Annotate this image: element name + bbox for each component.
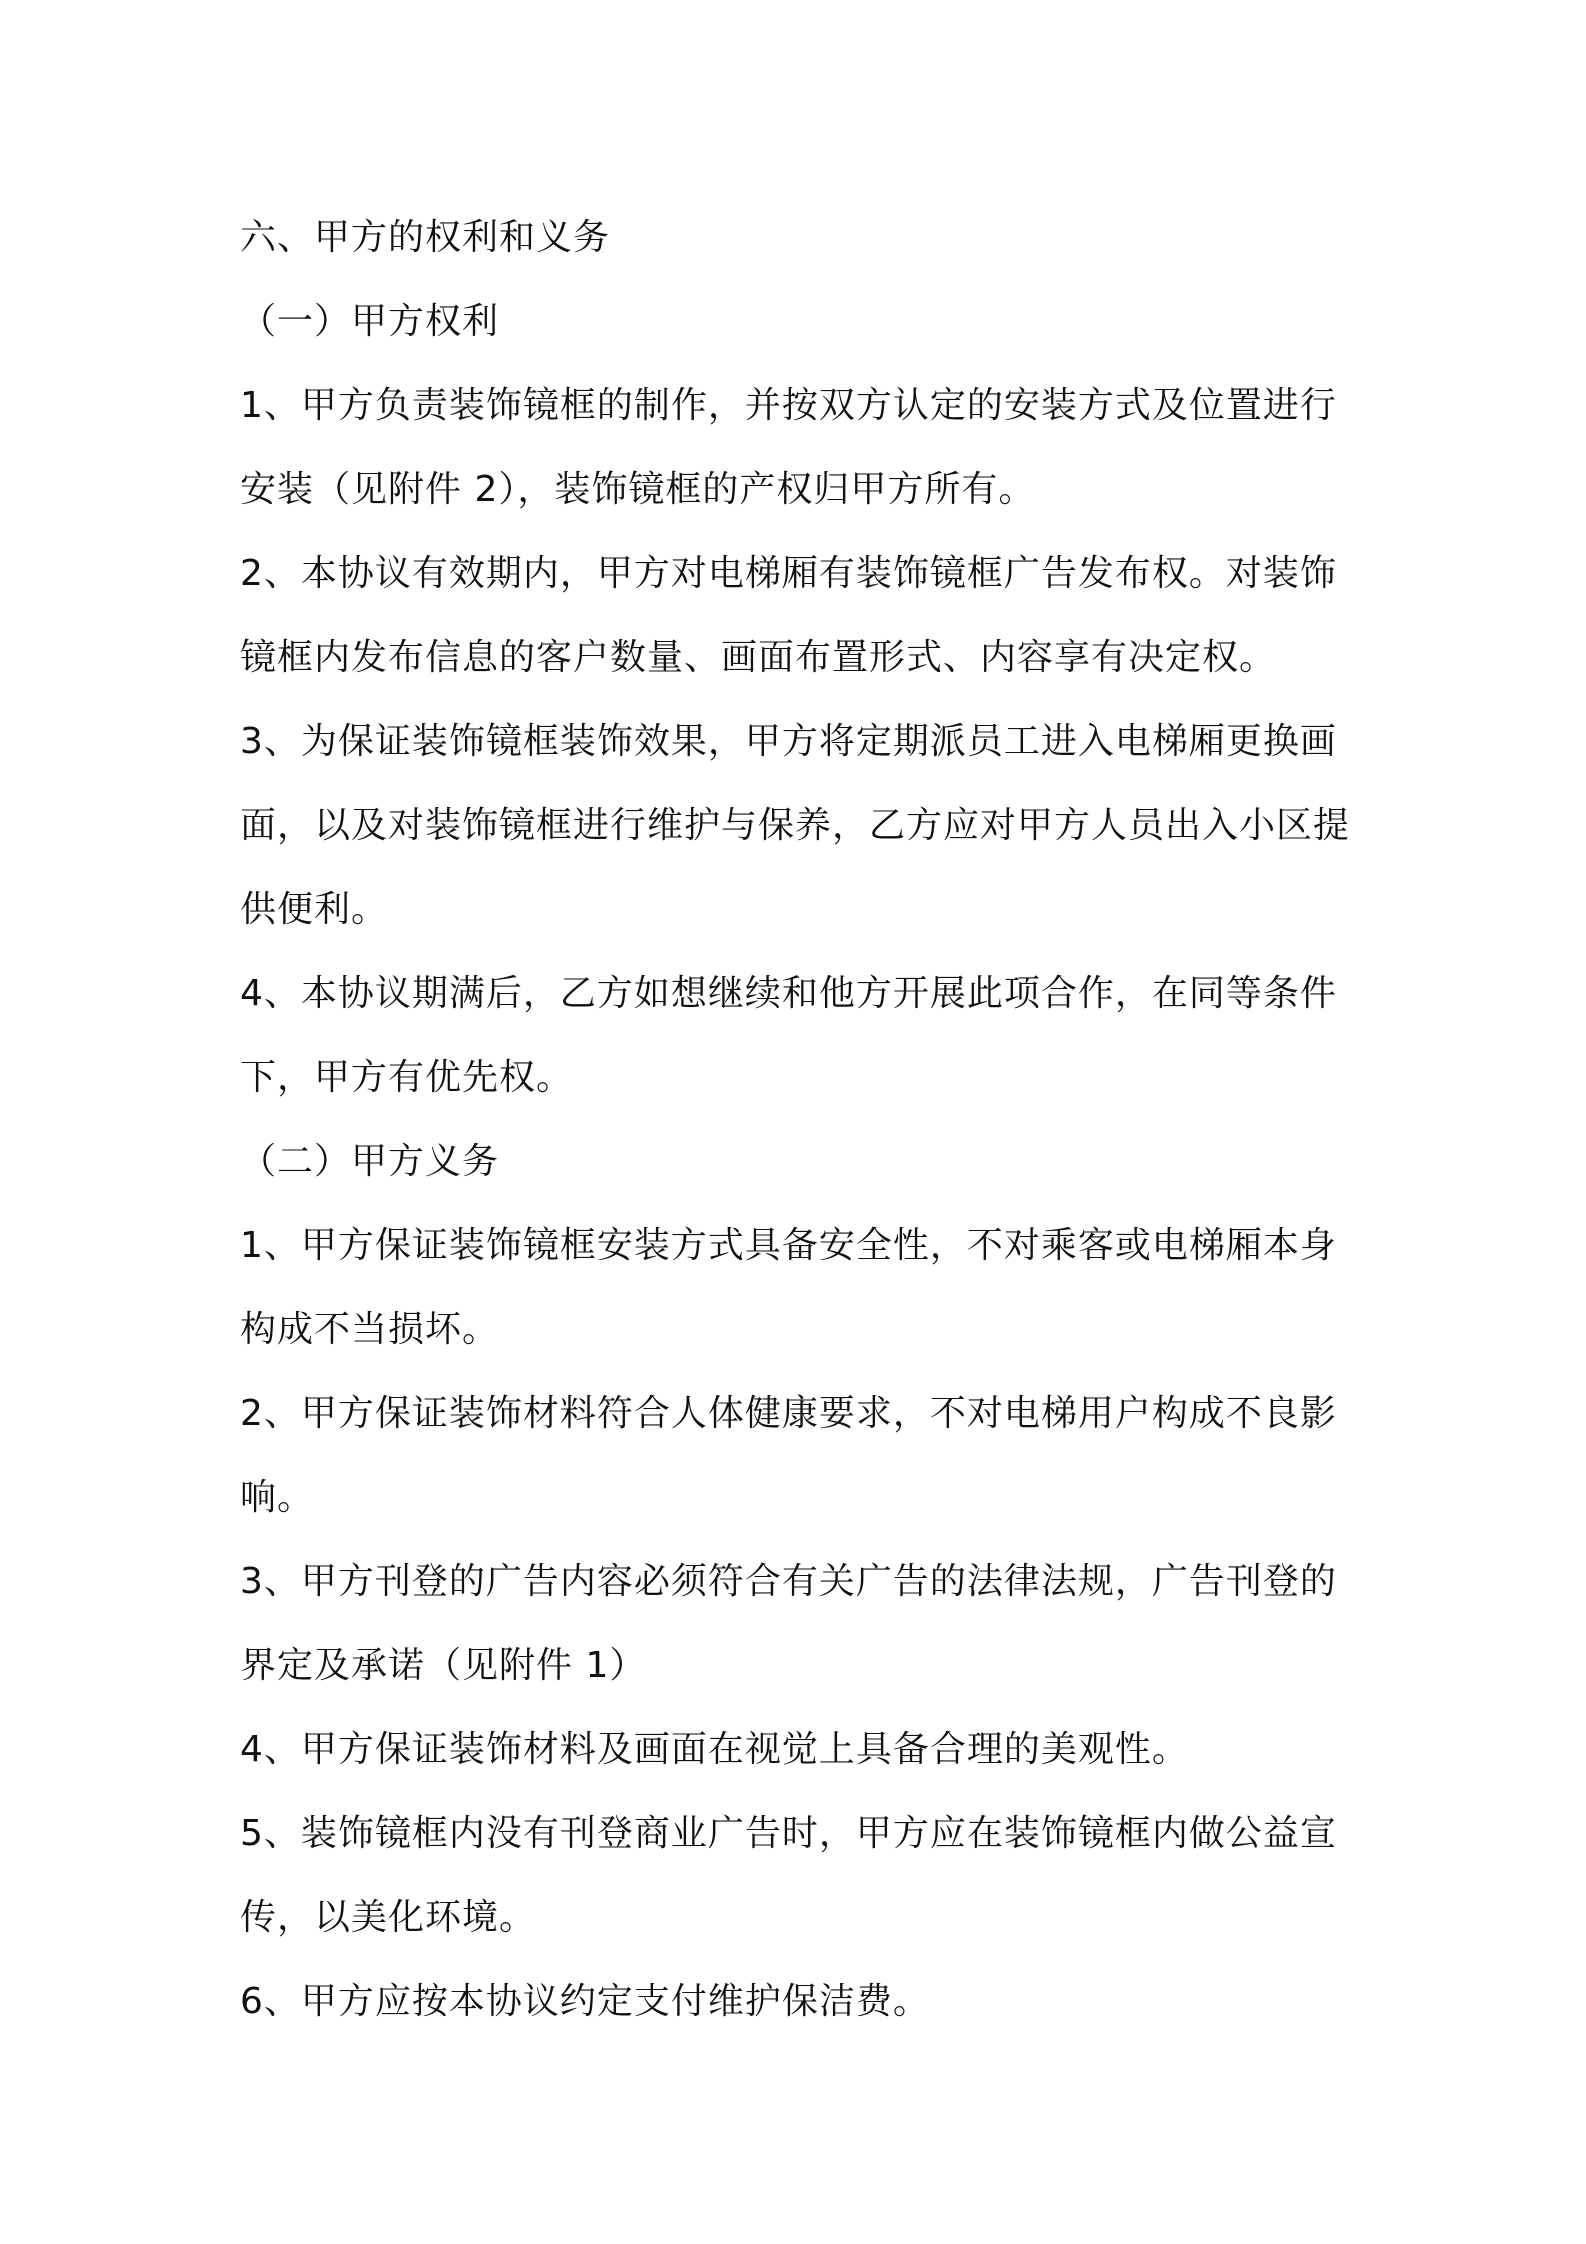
paragraph-line: 2、甲方保证装饰材料符合人体健康要求，不对电梯用户构成不良影: [240, 1393, 1337, 1434]
paragraph-line: 响。: [240, 1477, 315, 1518]
paragraph-line: 供便利。: [240, 889, 389, 930]
paragraph-line: 4、甲方保证装饰材料及画面在视觉上具备合理的美观性。: [240, 1729, 1189, 1770]
sub-heading-rights: （一）甲方权利: [240, 301, 500, 342]
paragraph-line: 1、甲方负责装饰镜框的制作，并按双方认定的安装方式及位置进行: [240, 385, 1337, 426]
sub-heading-obligations: （二）甲方义务: [240, 1141, 500, 1182]
paragraph-line: 5、装饰镜框内没有刊登商业广告时，甲方应在装饰镜框内做公益宣: [240, 1813, 1337, 1854]
paragraph-line: 3、为保证装饰镜框装饰效果，甲方将定期派员工进入电梯厢更换画: [240, 721, 1337, 762]
paragraph-line: 安装（见附件 2），装饰镜框的产权归甲方所有。: [240, 469, 1036, 510]
section-heading: 六、甲方的权利和义务: [240, 217, 611, 258]
paragraph-line: 4、本协议期满后，乙方如想继续和他方开展此项合作，在同等条件: [240, 973, 1337, 1014]
paragraph-line: 下，甲方有优先权。: [240, 1057, 574, 1098]
paragraph-line: 界定及承诺（见附件 1）: [240, 1645, 647, 1686]
paragraph-line: 3、甲方刊登的广告内容必须符合有关广告的法律法规，广告刊登的: [240, 1561, 1337, 1602]
paragraph-line: 传，以美化环境。: [240, 1897, 537, 1938]
paragraph-line: 面，以及对装饰镜框进行维护与保养，乙方应对甲方人员出入小区提: [240, 805, 1351, 846]
paragraph-line: 构成不当损坏。: [240, 1309, 500, 1350]
paragraph-line: 镜框内发布信息的客户数量、画面布置形式、内容享有决定权。: [240, 637, 1277, 678]
paragraph-line: 6、甲方应按本协议约定支付维护保洁费。: [240, 1981, 930, 2022]
document-body: [240, 196, 1360, 2044]
paragraph-line: 1、甲方保证装饰镜框安装方式具备安全性，不对乘客或电梯厢本身: [240, 1225, 1337, 1266]
paragraph-line: 2、本协议有效期内，甲方对电梯厢有装饰镜框广告发布权。对装饰: [240, 553, 1337, 594]
